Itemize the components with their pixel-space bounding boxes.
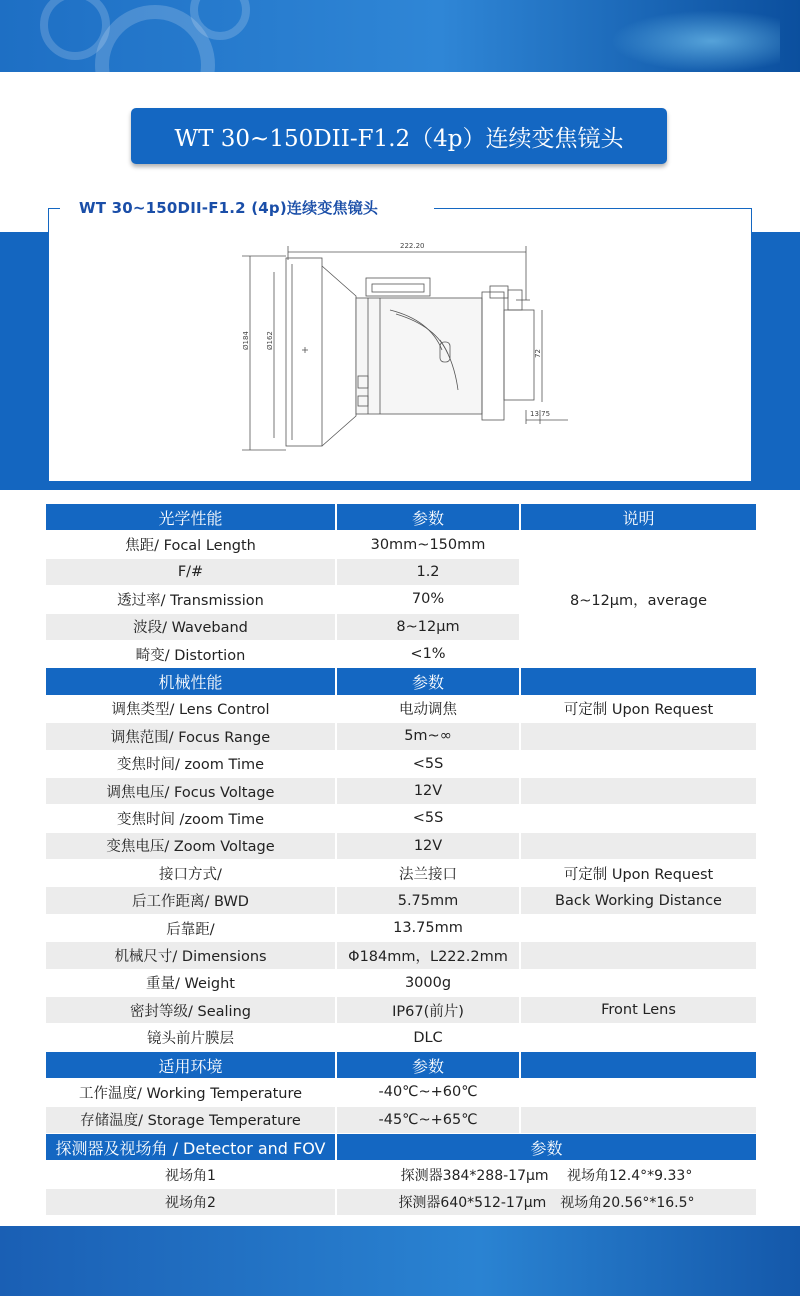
spec-name: 机械尺寸/ Dimensions bbox=[46, 942, 335, 968]
table-row bbox=[46, 1189, 756, 1215]
spec-value: 法兰接口 bbox=[335, 860, 519, 886]
spec-name: 重量/ Weight bbox=[145, 976, 235, 993]
header-cell: 参数 bbox=[335, 668, 519, 694]
spec-note bbox=[519, 942, 756, 968]
bottom-band bbox=[0, 1226, 800, 1296]
spec-value: 12V bbox=[335, 778, 519, 804]
spec-note bbox=[519, 723, 756, 749]
spec-name: F/# bbox=[46, 559, 335, 585]
header-cell: 光学性能 bbox=[46, 504, 335, 530]
top-banner bbox=[0, 0, 800, 72]
spec-note bbox=[519, 1079, 756, 1105]
spec-name: 后工作距离/ BWD bbox=[46, 887, 335, 913]
spec-table bbox=[46, 503, 756, 1216]
header-cell: 机械性能 bbox=[46, 668, 335, 694]
section-header-environment bbox=[46, 1052, 756, 1078]
spec-name: 畸变/ Distortion bbox=[135, 647, 246, 664]
spec-name: 焦距/ Focal Length bbox=[125, 538, 256, 555]
spec-value: 5m~∞ bbox=[335, 723, 519, 749]
header-cell bbox=[519, 668, 756, 694]
table-row bbox=[46, 1107, 756, 1133]
table-row bbox=[46, 1161, 756, 1187]
spec-name: 变焦时间/ zoom Time bbox=[116, 757, 265, 774]
spec-name: 变焦电压/ Zoom Voltage bbox=[46, 833, 335, 859]
spec-note bbox=[519, 915, 756, 941]
spec-note: 8~12μm，average bbox=[519, 531, 756, 667]
spec-name: 密封等级/ Sealing bbox=[46, 997, 335, 1023]
spec-name: 视场角2 bbox=[46, 1189, 335, 1215]
spec-note: 可定制 Upon Request bbox=[519, 696, 756, 722]
spec-name: 接口方式/ bbox=[159, 866, 222, 883]
spec-name: 透过率/ Transmission bbox=[117, 592, 264, 609]
spec-name: 变焦时间 /zoom Time bbox=[116, 811, 265, 828]
spec-value: <5S bbox=[335, 805, 519, 831]
spec-value: 12V bbox=[335, 833, 519, 859]
spec-note bbox=[519, 970, 756, 996]
spec-name: 波段/ Waveband bbox=[46, 614, 335, 640]
page-title: WT 30~150DII-F1.2（4p）连续变焦镜头 bbox=[131, 108, 667, 164]
table-row bbox=[46, 696, 756, 722]
spec-value: 70% bbox=[335, 586, 519, 612]
spec-note bbox=[519, 833, 756, 859]
spec-name: 镜头前片膜层 bbox=[147, 1031, 234, 1048]
table-row bbox=[46, 1024, 756, 1050]
spec-value: <1% bbox=[335, 641, 519, 667]
section-header-mechanical bbox=[46, 668, 756, 694]
table-row bbox=[46, 723, 756, 749]
header-cell: 适用环境 bbox=[46, 1052, 335, 1078]
header-cell bbox=[519, 1052, 756, 1078]
table-row bbox=[46, 1079, 756, 1105]
spec-value: 8~12μm bbox=[335, 614, 519, 640]
spec-value: 电动调焦 bbox=[335, 696, 519, 722]
spec-value: 探测器640*512-17μm 视场角20.56°*16.5° bbox=[335, 1189, 756, 1215]
spec-value: DLC bbox=[335, 1024, 519, 1050]
spec-note bbox=[519, 1107, 756, 1133]
spec-name: 工作温度/ Working Temperature bbox=[78, 1085, 303, 1102]
header-cell: 参数 bbox=[335, 504, 519, 530]
header-cell: 探测器及视场角 / Detector and FOV bbox=[46, 1134, 335, 1160]
table-row bbox=[46, 970, 756, 996]
drawing-caption: WT 30~150DII-F1.2 (4p)连续变焦镜头 bbox=[75, 197, 382, 218]
table-row bbox=[46, 915, 756, 941]
spec-note bbox=[519, 778, 756, 804]
spec-value: Φ184mm，L222.2mm bbox=[335, 942, 519, 968]
spec-name: 调焦电压/ Focus Voltage bbox=[46, 778, 335, 804]
section-header-optical bbox=[46, 504, 756, 530]
section-header-fov bbox=[46, 1134, 756, 1160]
spec-name: 存储温度/ Storage Temperature bbox=[46, 1107, 335, 1133]
spec-value: 探测器384*288-17μm 视场角12.4°*9.33° bbox=[335, 1161, 756, 1187]
spec-note bbox=[519, 751, 756, 777]
dim-back-label: 13.75 bbox=[530, 410, 551, 418]
lens-technical-drawing bbox=[190, 230, 570, 460]
spec-value: 3000g bbox=[335, 970, 519, 996]
spec-note bbox=[519, 805, 756, 831]
spec-value: IP67(前片) bbox=[335, 997, 519, 1023]
table-row bbox=[46, 751, 756, 777]
header-cell: 参数 bbox=[335, 1134, 756, 1160]
table-row bbox=[46, 805, 756, 831]
dim-mount-label: 72 bbox=[534, 349, 542, 358]
spec-name: 调焦范围/ Focus Range bbox=[46, 723, 335, 749]
dim-length-label: 222.20 bbox=[400, 242, 425, 250]
spec-value: 13.75mm bbox=[335, 915, 519, 941]
table-row bbox=[46, 942, 756, 968]
header-cell: 说明 bbox=[519, 504, 756, 530]
table-row bbox=[46, 778, 756, 804]
spec-name: 视场角1 bbox=[165, 1167, 216, 1184]
spec-note: 可定制 Upon Request bbox=[519, 860, 756, 886]
spec-value: 1.2 bbox=[335, 559, 519, 585]
spec-value: 5.75mm bbox=[335, 887, 519, 913]
spec-value: <5S bbox=[335, 751, 519, 777]
spec-note: Front Lens bbox=[519, 997, 756, 1023]
table-row bbox=[46, 887, 756, 913]
spec-note bbox=[519, 1024, 756, 1050]
spec-value: -45℃~+65℃ bbox=[335, 1107, 519, 1133]
table-row bbox=[46, 531, 756, 557]
spec-note: Back Working Distance bbox=[519, 887, 756, 913]
dim-outer-diameter-label: Ø184 bbox=[242, 331, 250, 350]
header-cell: 参数 bbox=[335, 1052, 519, 1078]
spec-value: 30mm~150mm bbox=[335, 531, 519, 557]
table-row bbox=[46, 997, 756, 1023]
spec-name: 调焦类型/ Lens Control bbox=[111, 702, 270, 719]
dim-inner-diameter-label: Ø162 bbox=[266, 331, 274, 350]
spec-value: -40℃~+60℃ bbox=[335, 1079, 519, 1105]
lens-glow-decoration bbox=[610, 10, 780, 72]
table-row bbox=[46, 833, 756, 859]
table-row bbox=[46, 860, 756, 886]
spec-name: 后靠距/ bbox=[166, 921, 215, 938]
